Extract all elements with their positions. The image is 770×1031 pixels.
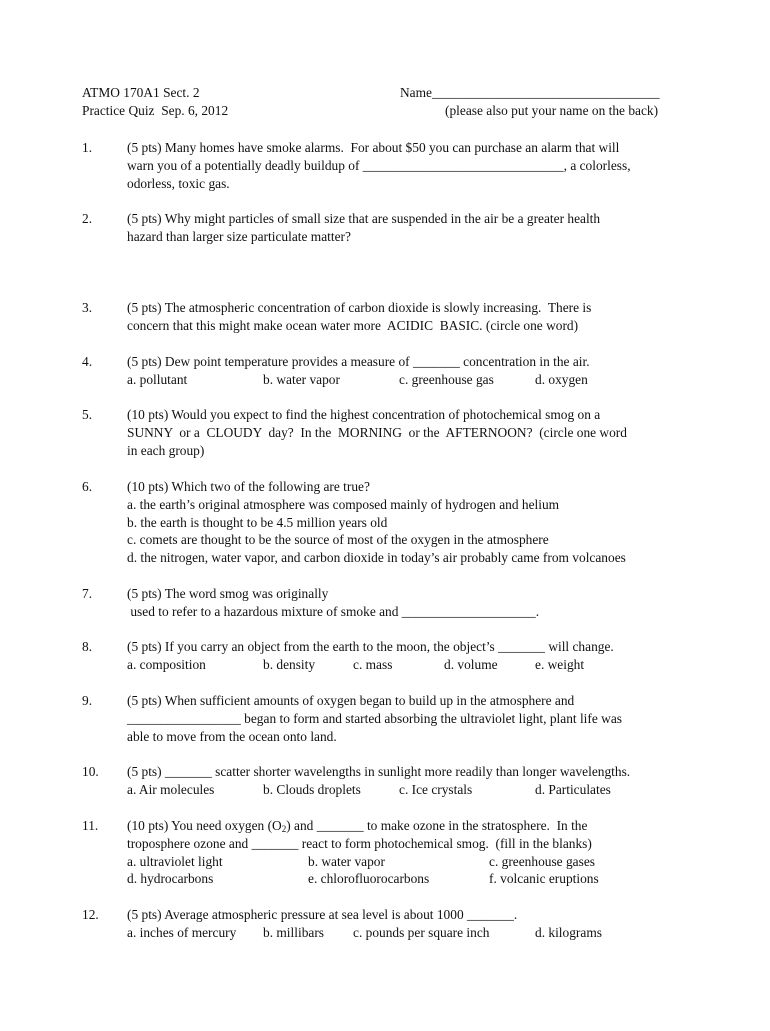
answer-option: c. comets are thought to be the source of most of the oxygen in the atmosphere <box>127 532 549 548</box>
question-number: 1. <box>82 140 93 155</box>
question-1 <box>127 139 631 192</box>
answer-option: d. Particulates <box>535 781 611 797</box>
course-title: ATMO 170A1 Sect. 2 <box>82 85 200 100</box>
question-text: odorless, toxic gas. <box>127 175 230 191</box>
question-text: (5 pts) Average atmospheric pressure at sea level is about 1000 _______. <box>127 907 518 922</box>
answer-option: d. the nitrogen, water vapor, and carbon dioxide in today’s air probably came from volcanoes <box>127 550 626 566</box>
question-number: 12. <box>82 907 99 922</box>
answer-option: d. kilograms <box>535 924 602 940</box>
question-text: (10 pts) You need oxygen $(O_2)$ and _______ to make ozone in the stratosphere. In the <box>127 818 588 834</box>
question-text: (5 pts) Why might particles of small size that are suspended in the air be a greater health <box>127 211 601 226</box>
question-text: (5 pts) Many homes have smoke alarms. For about $50 you can purchase an alarm that will <box>127 140 620 155</box>
question-text: _________________ began to form and started absorbing the ultraviolet light, plant life was <box>127 710 622 726</box>
question-4 <box>127 353 590 389</box>
question-7 <box>127 585 539 621</box>
answer-option: f. volcanic eruptions <box>489 871 599 887</box>
question-9 <box>127 692 622 745</box>
question-number: 8. <box>82 639 93 654</box>
answer-option: a. composition <box>127 656 206 672</box>
question-text: SUNNY or a CLOUDY day? In the MORNING or the AFTERNOON? (circle one word <box>127 424 627 440</box>
question-number: 10. <box>82 764 99 779</box>
answer-option: e. chlorofluorocarbons <box>308 871 430 887</box>
question-text: used to refer to a hazardous mixture of smoke and ____________________. <box>127 603 540 619</box>
question-8 <box>127 638 614 674</box>
answer-option: b. water vapor <box>263 371 340 387</box>
answer-option: a. ultraviolet light <box>127 853 223 869</box>
question-text: (10 pts) Which two of the following are true? <box>127 479 370 494</box>
question-text: (5 pts) _______ scatter shorter wavelengths in sunlight more readily than longer wavelengths. <box>127 764 631 779</box>
question-text: hazard than larger size particulate matter? <box>127 228 351 244</box>
answer-option: b. millibars <box>263 924 324 940</box>
answer-option: e. weight <box>535 656 585 672</box>
question-number: 2. <box>82 211 93 226</box>
answer-option: c. pounds per square inch <box>353 924 490 940</box>
question-11 <box>127 817 599 888</box>
answer-option: a. pollutant <box>127 371 188 387</box>
question-text: (5 pts) If you carry an object from the earth to the moon, the object’s _______ will change. <box>127 639 614 654</box>
question-number: 11. <box>82 818 99 833</box>
question-text: (5 pts) The atmospheric concentration of carbon dioxide is slowly increasing. There is <box>127 300 592 315</box>
question-text: (5 pts) When sufficient amounts of oxygen began to build up in the atmosphere and <box>127 693 575 708</box>
answer-option: d. volume <box>444 656 498 672</box>
answer-option: b. water vapor <box>308 853 385 869</box>
question-text: (5 pts) Dew point temperature provides a measure of _______ concentration in the air. <box>127 354 590 369</box>
question-text: in each group) <box>127 442 205 458</box>
question-6 <box>127 478 626 567</box>
question-number: 5. <box>82 407 93 422</box>
question-number: 3. <box>82 300 93 315</box>
answer-option: a. inches of mercury <box>127 924 237 940</box>
question-text: concern that this might make ocean water more ACIDIC BASIC. (circle one word) <box>127 317 579 333</box>
answer-option: c. mass <box>353 656 393 672</box>
answer-options <box>127 924 602 942</box>
quiz-date: Practice Quiz Sep. 6, 2012 <box>82 103 229 118</box>
answer-option: b. Clouds droplets <box>263 781 361 797</box>
question-number: 7. <box>82 586 93 601</box>
name-field-label: Name__________________________________ <box>400 85 660 100</box>
question-text: able to move from the ocean onto land. <box>127 728 337 744</box>
answer-option: b. the earth is thought to be 4.5 million years old <box>127 514 388 530</box>
answer-options <box>127 853 595 871</box>
answer-options <box>127 870 599 888</box>
answer-options <box>127 781 630 799</box>
answer-option: c. greenhouse gases <box>489 853 595 869</box>
question-number: 9. <box>82 693 93 708</box>
question-number: 4. <box>82 354 93 369</box>
question-text: warn you of a potentially deadly buildup of ______________________________, a colorless, <box>127 157 631 173</box>
question-12 <box>127 906 602 942</box>
answer-options <box>127 371 590 389</box>
question-5 <box>127 406 627 459</box>
answer-option: d. oxygen <box>535 371 588 387</box>
question-text: (5 pts) The word smog was originally <box>127 586 329 601</box>
answer-options <box>127 656 614 674</box>
answer-option: d. hydrocarbons <box>127 871 214 887</box>
question-text: (10 pts) Would you expect to find the highest concentration of photochemical smog on a <box>127 407 601 422</box>
question-3 <box>127 299 591 335</box>
question-number: 6. <box>82 479 93 494</box>
question-10 <box>127 763 630 799</box>
answer-option: c. Ice crystals <box>399 781 473 797</box>
name-note: (please also put your name on the back) <box>445 103 659 118</box>
answer-option: b. density <box>263 656 316 672</box>
answer-option: a. the earth’s original atmosphere was composed mainly of hydrogen and helium <box>127 496 560 512</box>
question-2 <box>127 210 600 246</box>
answer-option: c. greenhouse gas <box>399 371 494 387</box>
answer-option: a. Air molecules <box>127 781 215 797</box>
question-text: troposphere ozone and _______ react to form photochemical smog. (fill in the blanks) <box>127 835 592 851</box>
